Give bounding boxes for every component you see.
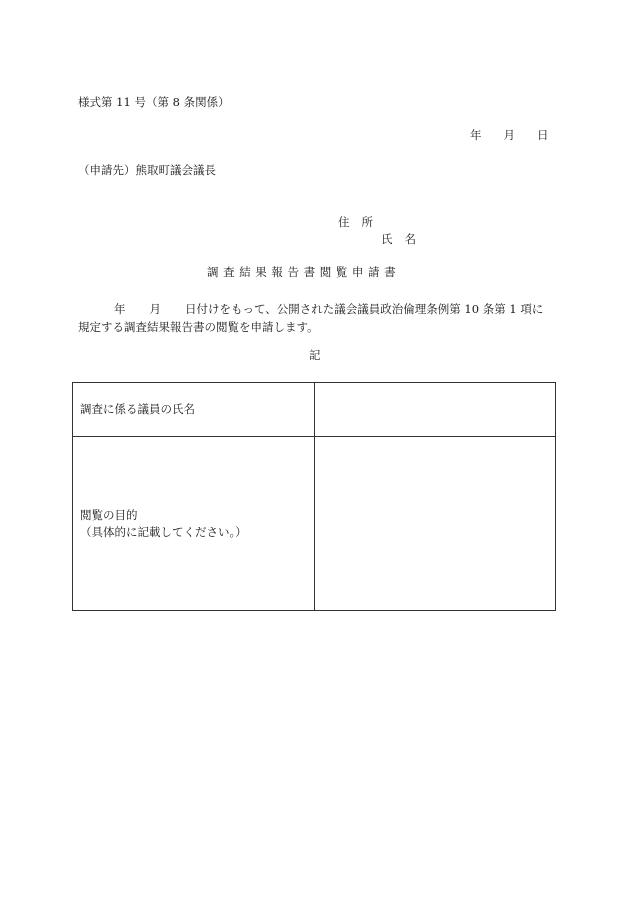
member-name-field[interactable]	[315, 383, 556, 437]
purpose-label: 閲覧の目的	[80, 507, 138, 522]
address-label-char-2: 所	[361, 215, 373, 229]
recipient: （申請先）熊取町議会議長	[78, 163, 216, 177]
document-title: 調査結果報告書閲覧申請書	[207, 265, 401, 279]
purpose-label-cell	[73, 437, 315, 611]
body-month: 月	[149, 302, 161, 316]
date-year: 年	[470, 128, 482, 142]
date-day: 日	[537, 128, 549, 142]
body-paragraph	[78, 300, 554, 336]
purpose-field[interactable]	[315, 437, 556, 611]
body-year: 年	[114, 302, 126, 316]
table-row	[73, 437, 556, 611]
date-month: 月	[503, 128, 515, 142]
table-row	[73, 383, 556, 437]
name-label	[381, 234, 416, 246]
form-number: 様式第 11 号（第 8 条関係）	[78, 95, 230, 109]
name-label-char-1: 氏	[381, 232, 393, 246]
ki-heading: 記	[309, 348, 321, 362]
member-name-label: 調査に係る議員の氏名	[73, 383, 315, 437]
address-label-char-1: 住	[338, 215, 350, 229]
request-table	[72, 382, 556, 611]
name-label-char-2: 名	[404, 232, 416, 246]
date-line	[470, 130, 549, 142]
address-label	[338, 217, 373, 229]
purpose-note: （具体的に記載してください。）	[80, 524, 247, 539]
body-text: 日付けをもって、公開された議会議員政治倫理条例第 10 条第 1 項に規定する調査結果報告書の閲覧を申請します。	[78, 302, 544, 334]
